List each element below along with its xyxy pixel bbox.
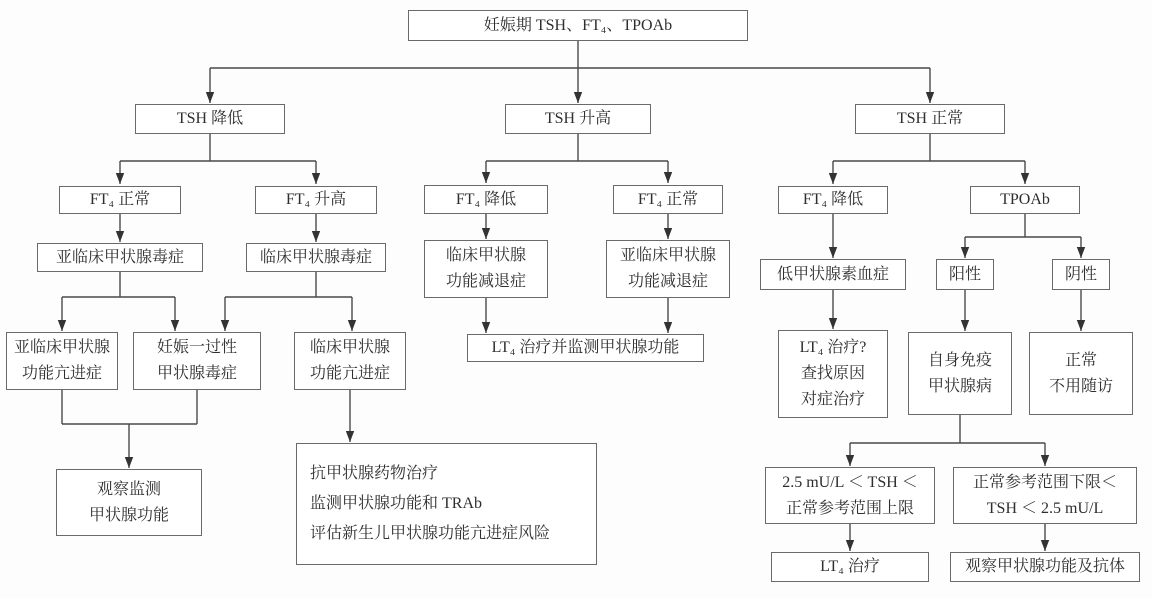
arrowhead-icon [346,431,354,442]
node-label: 自身免疫 [927,351,992,369]
node-ft4-low-2 [778,186,888,214]
arrowhead-icon [846,455,854,466]
node-label: LT₄ 治疗并监测甲状腺功能 [491,339,680,356]
node-label: FT₄ 降低 [802,191,864,208]
node-label: 功能亢进症 [21,365,102,382]
node-tpoab-positive [936,259,994,290]
arrowhead-icon [664,228,672,239]
node-label: 监测甲状腺功能和 TRAb [310,495,483,512]
arrowhead-icon [312,173,320,184]
arrowhead-icon [961,247,969,258]
arrowhead-icon [1041,455,1049,466]
node-label: 正常 [1064,351,1097,369]
node-label: TPOAb [1000,191,1050,208]
arrowhead-icon [1077,320,1085,331]
arrowhead-icon [206,92,214,103]
node-tpoab-negative [1052,259,1110,290]
node-label: 抗甲状腺药物治疗 [310,465,439,482]
arrowhead-icon [116,173,124,184]
node-label: 低甲状腺素血症 [776,265,889,283]
arrowhead-icon [348,320,356,331]
node-label: 观察监测 [96,480,161,498]
node-root [408,10,748,41]
arrowhead-icon [482,322,490,333]
arrowhead-icon [482,228,490,239]
node-ft4-normal-1 [59,186,181,214]
node-label: 对症治疗 [800,391,865,408]
node-label: 功能亢进症 [309,365,390,382]
node-ft4-high [255,186,377,214]
node-label: 功能减退症 [627,273,708,290]
arrowhead-icon [574,92,582,103]
arrowhead-icon [482,172,490,183]
node-label: FT₄ 升高 [285,191,347,208]
node-label: 2.5 mU/L ＜ TSH ＜ [782,473,918,491]
node-label: 阳性 [948,265,981,283]
node-label: 查找原因 [800,365,865,382]
node-lt4-question [778,330,888,418]
node-label: 亚临床甲状腺 [13,339,110,356]
node-subclinical-hyperthyroidism [6,332,118,390]
node-label: TSH 升高 [544,110,612,127]
node-autoimmune-thyroid-disease [908,332,1012,415]
node-clinical-hypothyroidism [424,240,548,298]
node-tsh-normal [855,104,1005,134]
node-label: 临床甲状腺 [309,339,390,356]
node-label: 正常参考范围上限 [785,499,914,517]
arrowhead-icon [664,322,672,333]
node-tsh-between-25-and-upper [765,467,935,524]
node-label: TSH ＜ 2.5 mU/L [986,499,1104,517]
node-lt4-treat-and-monitor [467,334,704,362]
node-tpoab [970,186,1080,214]
arrowhead-icon [829,247,837,258]
node-label: 甲状腺毒症 [156,365,237,382]
arrowhead-icon [116,231,124,242]
arrowhead-icon [1041,540,1049,551]
node-label: TSH 正常 [896,110,964,127]
node-label: FT₄ 正常 [89,191,151,208]
node-tsh-low [135,104,285,134]
node-clinical-thyrotoxicosis [246,243,386,272]
node-hypothyroxinemia [760,259,906,290]
node-label: 亚临床甲状腺毒症 [55,248,184,266]
node-label: LT₄ 治疗 [820,558,880,575]
node-ft4-low-1 [424,185,548,214]
arrowhead-icon [1021,173,1029,184]
arrowhead-icon [926,92,934,103]
node-label: 妊娠期 TSH、FT₄、TPOAb [483,16,673,34]
node-tsh-high [505,104,651,134]
arrowhead-icon [1077,247,1085,258]
node-tsh-between-lower-and-25 [953,467,1137,524]
node-label: 阴性 [1064,265,1097,283]
node-label: TSH 降低 [176,110,244,127]
node-label: 功能减退症 [445,273,526,290]
node-subclinical-hypothyroidism [606,240,730,298]
node-ft4-normal-2 [613,185,723,214]
arrowhead-icon [125,457,133,468]
node-label: 正常参考范围下限＜ [972,473,1117,491]
node-observe-thyroid-and-antibody [950,552,1140,582]
node-label: FT₄ 降低 [455,190,517,208]
arrowhead-icon [171,320,179,331]
node-clinical-hyperthyroidism [294,332,406,390]
node-label: 妊娠一过性 [156,339,237,356]
node-label: 不用随访 [1048,377,1113,395]
node-gestational-transient-thyrotoxicosis [133,332,261,390]
arrowhead-icon [664,172,672,183]
node-lt4-treatment [771,552,929,582]
node-antithyroid-drug-plan [296,443,597,565]
arrowhead-icon [961,320,969,331]
node-label: LT₄ 治疗? [799,339,867,356]
node-label: 甲状腺功能 [88,506,169,524]
arrowhead-icon [829,173,837,184]
node-label: FT₄ 正常 [637,190,699,208]
arrowhead-icon [829,318,837,329]
node-observe-monitor-thyroid [56,469,202,536]
node-label: 观察甲状腺功能及抗体 [964,558,1125,575]
node-label: 亚临床甲状腺 [619,247,716,264]
node-label: 临床甲状腺 [445,247,526,264]
arrowhead-icon [58,320,66,331]
arrowhead-icon [846,540,854,551]
node-normal-no-followup [1029,332,1133,415]
node-subclinical-thyrotoxicosis [37,243,203,272]
arrowhead-icon [221,320,229,331]
arrowhead-icon [312,231,320,242]
node-label: 临床甲状腺毒症 [259,248,372,266]
node-label: 甲状腺病 [927,377,992,395]
node-label: 评估新生儿甲状腺功能亢进症风险 [310,525,551,542]
